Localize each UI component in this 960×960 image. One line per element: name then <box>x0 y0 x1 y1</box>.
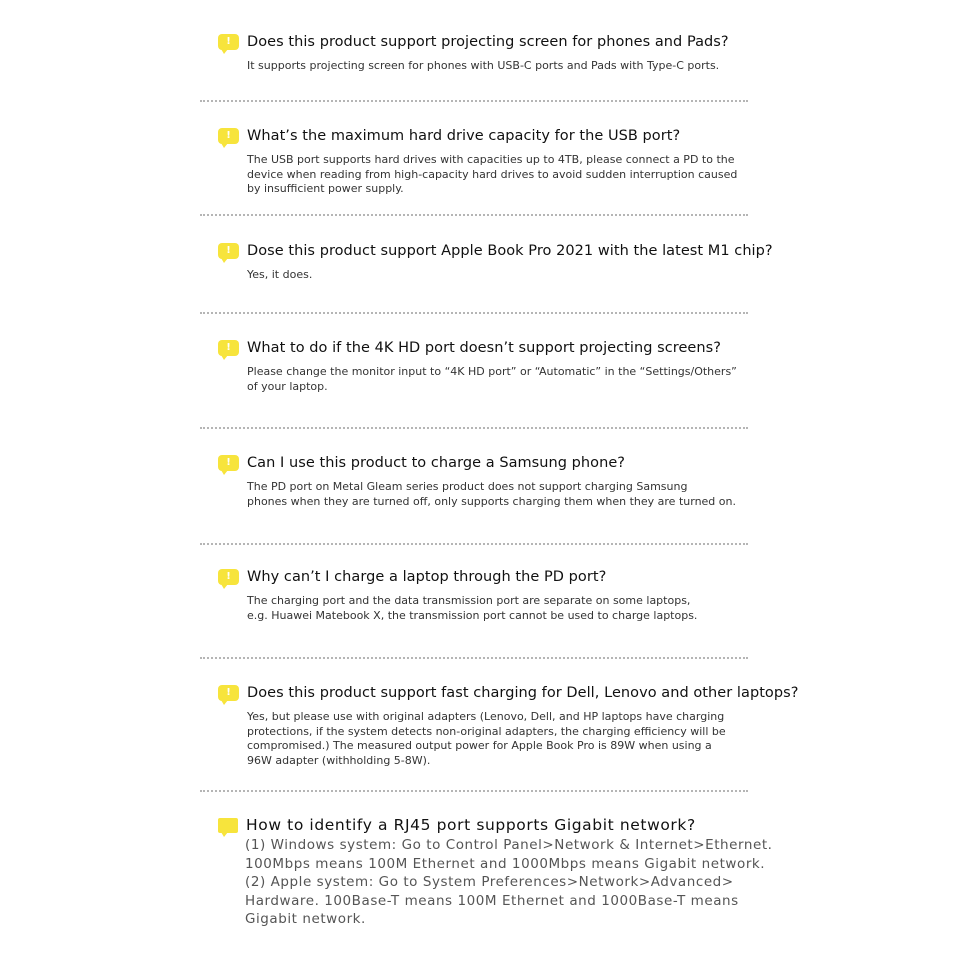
dotted-divider <box>200 214 748 216</box>
faq-answer <box>247 365 767 394</box>
faq-answer-line: 96W adapter (withholding 5-8W). <box>247 753 431 767</box>
faq-question-row <box>218 685 799 701</box>
faq-question: Does this product support projecting screen for phones and Pads? <box>247 34 729 50</box>
dotted-divider <box>200 100 748 102</box>
question-bubble-icon: ! <box>218 34 239 50</box>
faq-answer-line: device when reading from high-capacity hard drives to avoid sudden interruption caused <box>247 167 738 181</box>
faq-answer-line: Hardware. 100Base-T means 100M Ethernet and 1000Base-T means <box>245 892 739 909</box>
question-bubble-icon: ! <box>218 243 239 259</box>
faq-answer <box>247 268 767 283</box>
faq-question: Can I use this product to charge a Samsung phone? <box>247 455 626 471</box>
faq-item <box>218 243 778 283</box>
faq-answer <box>247 480 767 509</box>
question-bubble-icon: ! <box>218 455 239 471</box>
faq-answer-line: Yes, but please use with original adapters (Lenovo, Dell, and HP laptops have charging <box>247 710 725 723</box>
faq-answer <box>247 594 767 623</box>
faq-item <box>218 340 778 394</box>
faq-answer-line: compromised.) The measured output power for Apple Book Pro is 89W when using a <box>247 739 712 752</box>
faq-answer-line: Please change the monitor input to “4K HD port” or “Automatic” in the “Settings/Others” <box>247 365 737 378</box>
faq-answer-line: Gigabit network. <box>245 911 366 927</box>
faq-answer-line: (2) Apple system: Go to System Preferences>Network>Advanced> <box>245 874 734 890</box>
question-bubble-icon <box>218 818 238 833</box>
faq-answer-line: The USB port supports hard drives with capacities up to 4TB, please connect a PD to the <box>247 153 735 166</box>
faq-answer <box>245 836 773 929</box>
faq-item <box>218 128 778 197</box>
faq-answer-line: 100Mbps means 100M Ethernet and 1000Mbps means Gigabit network. <box>245 855 766 872</box>
faq-answer <box>247 59 767 74</box>
question-bubble-icon: ! <box>218 569 239 585</box>
faq-answer-line: It supports projecting screen for phones with USB-C ports and Pads with Type-C ports. <box>247 59 720 72</box>
faq-item <box>218 569 778 623</box>
faq-answer-line: (1) Windows system: Go to Control Panel>Network & Internet>Ethernet. <box>245 837 773 853</box>
faq-question: What’s the maximum hard drive capacity for the USB port? <box>247 128 681 144</box>
faq-item <box>218 34 778 74</box>
faq-answer-line: Yes, it does. <box>247 268 313 281</box>
faq-question: Does this product support fast charging for Dell, Lenovo and other laptops? <box>247 685 799 701</box>
faq-question-row <box>218 816 778 834</box>
dotted-divider <box>200 543 748 545</box>
question-bubble-icon: ! <box>218 685 239 701</box>
faq-answer-line: The charging port and the data transmission port are separate on some laptops, <box>247 594 691 607</box>
faq-item <box>218 816 778 929</box>
dotted-divider <box>200 657 748 659</box>
faq-question-row <box>218 569 778 585</box>
faq-answer-line: The PD port on Metal Gleam series product does not support charging Samsung <box>247 480 688 493</box>
faq-item <box>218 455 778 509</box>
faq-question-row <box>218 243 778 259</box>
faq-question: Why can’t I charge a laptop through the PD port? <box>247 569 607 585</box>
faq-question: Dose this product support Apple Book Pro 2021 with the latest M1 chip? <box>247 243 773 259</box>
dotted-divider <box>200 427 748 429</box>
faq-answer-line: by insufficient power supply. <box>247 182 404 195</box>
faq-question: How to identify a RJ45 port supports Gigabit network? <box>246 816 696 834</box>
faq-question-row <box>218 455 778 471</box>
question-bubble-icon: ! <box>218 128 239 144</box>
faq-item <box>218 685 799 768</box>
dotted-divider <box>200 790 748 792</box>
faq-question-row <box>218 128 778 144</box>
faq-question: What to do if the 4K HD port doesn’t support projecting screens? <box>247 340 721 356</box>
faq-answer-line: protections, if the system detects non-original adapters, the charging efficiency will be <box>247 724 726 738</box>
faq-answer-line: of your laptop. <box>247 379 328 393</box>
faq-answer <box>247 153 767 197</box>
dotted-divider <box>200 312 748 314</box>
question-bubble-icon: ! <box>218 340 239 356</box>
faq-answer-line: phones when they are turned off, only supports charging them when they are turned on. <box>247 494 736 508</box>
faq-answer-line: e.g. Huawei Matebook X, the transmission port cannot be used to charge laptops. <box>247 608 698 622</box>
faq-question-row <box>218 340 778 356</box>
faq-question-row <box>218 34 778 50</box>
faq-answer <box>247 710 767 768</box>
